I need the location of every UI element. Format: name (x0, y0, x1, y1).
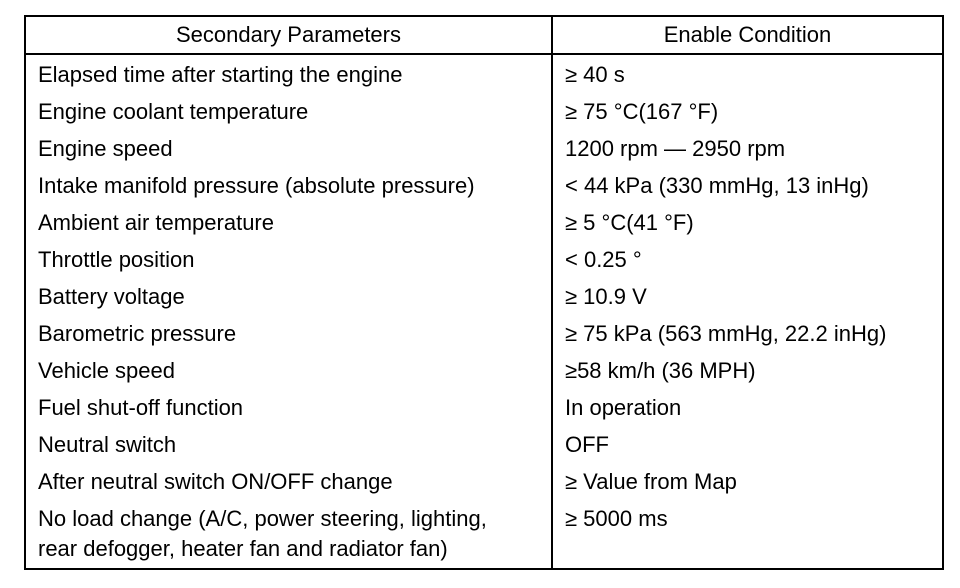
table-row (25, 316, 943, 353)
parameter-cell: Engine coolant temperature (25, 94, 552, 131)
parameter-cell: Engine speed (25, 131, 552, 168)
table-row (25, 94, 943, 131)
condition-cell: < 44 kPa (330 mmHg, 13 inHg) (565, 173, 869, 198)
condition-cell: < 0.25 ° (565, 247, 642, 272)
table-row (25, 131, 943, 168)
header-secondary-parameters: Secondary Parameters (25, 16, 552, 54)
condition-cell: ≥ 75 kPa (563 mmHg, 22.2 inHg) (565, 321, 887, 346)
parameter-cell: After neutral switch ON/OFF change (25, 464, 552, 501)
parameter-cell: Battery voltage (25, 279, 552, 316)
parameter-cell: Fuel shut-off function (25, 390, 552, 427)
condition-cell: OFF (565, 432, 609, 457)
table-header-row (25, 16, 943, 54)
header-enable-condition: Enable Condition (552, 16, 943, 54)
parameter-cell (25, 501, 552, 569)
table-row (25, 501, 943, 569)
condition-cell: ≥ 40 s (565, 62, 625, 87)
condition-cell: ≥ 5 °C(41 °F) (565, 210, 694, 235)
table-row (25, 54, 943, 94)
condition-cell: 1200 rpm — 2950 rpm (565, 136, 786, 161)
parameter-cell: Ambient air temperature (25, 205, 552, 242)
condition-cell: ≥58 km/h (36 MPH) (565, 358, 756, 383)
table-row (25, 427, 943, 464)
table-row (25, 353, 943, 390)
condition-cell: ≥ 5000 ms (565, 506, 668, 531)
condition-cell: ≥ 10.9 V (565, 284, 647, 309)
condition-cell: ≥ Value from Map (565, 469, 737, 494)
parameter-cell: Throttle position (25, 242, 552, 279)
table-row (25, 279, 943, 316)
parameter-line: No load change (A/C, power steering, lighting, (38, 506, 487, 531)
table-row (25, 464, 943, 501)
condition-cell: ≥ 75 °C(167 °F) (565, 99, 719, 124)
parameter-cell: Barometric pressure (25, 316, 552, 353)
parameter-cell: Elapsed time after starting the engine (25, 54, 552, 94)
table-row (25, 390, 943, 427)
enable-conditions-table (24, 15, 944, 570)
parameter-line: rear defogger, heater fan and radiator fan) (38, 536, 448, 561)
table-row (25, 168, 943, 205)
table-row (25, 205, 943, 242)
condition-cell: In operation (565, 395, 682, 420)
parameter-cell: Neutral switch (25, 427, 552, 464)
parameter-cell: Vehicle speed (25, 353, 552, 390)
parameter-cell: Intake manifold pressure (absolute pressure) (25, 168, 552, 205)
table-row (25, 242, 943, 279)
